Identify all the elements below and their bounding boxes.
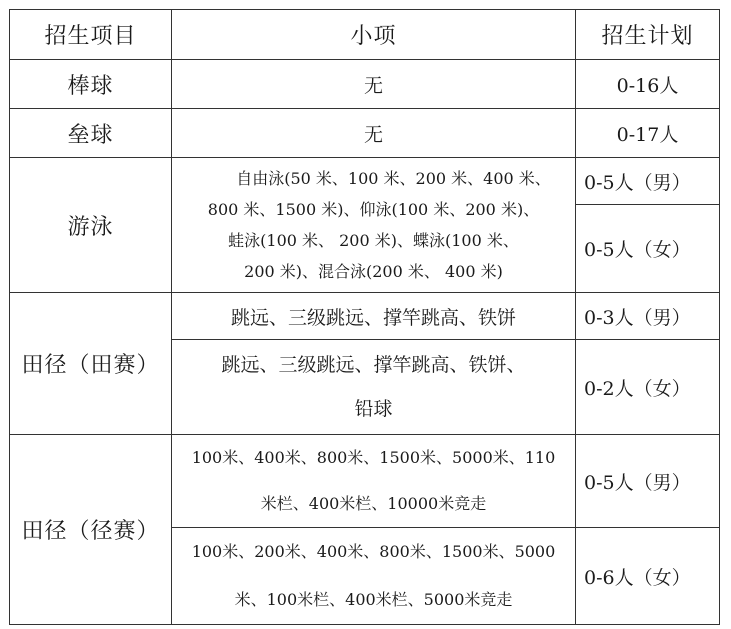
project-baseball: 棒球 [10,60,172,109]
item-track-male [172,435,576,528]
plan-softball: 0-17人 [576,109,720,158]
row-field-male [10,293,720,340]
item-baseball: 无 [172,60,576,109]
plan-field-female: 0-2人（女） [576,340,720,435]
header-item: 小项 [172,10,576,60]
header-row [10,10,720,60]
swim-line-3: 蛙泳(100 米、 200 米)、蝶泳(100 米、 [228,231,519,250]
project-track-events: 田径（径赛） [10,435,172,625]
field-female-line-2: 铅球 [354,398,393,420]
plan-track-male: 0-5人（男） [576,435,720,528]
plan-baseball: 0-16人 [576,60,720,109]
plan-swim-female: 0-5人（女） [576,205,720,293]
track-female-line-1: 100米、200米、400米、800米、1500米、5000 [191,542,556,561]
item-track-female [172,528,576,625]
track-female-line-2: 米、100米栏、400米栏、5000米竞走 [234,590,513,609]
project-swimming: 游泳 [10,158,172,293]
header-project: 招生项目 [10,10,172,60]
project-softball: 垒球 [10,109,172,158]
row-track-male [10,435,720,528]
row-softball [10,109,720,158]
field-female-line-1: 跳远、三级跳远、撑竿跳高、铁饼、 [221,354,526,376]
item-field-female [172,340,576,435]
track-male-line-2: 米栏、400米栏、10000米竞走 [260,494,487,513]
track-male-line-1: 100米、400米、800米、1500米、5000米、110 [191,448,556,467]
item-swimming [172,158,576,293]
row-swim-male [10,158,720,205]
swim-line-4: 200 米)、混合泳(200 米、 400 米) [244,262,503,281]
plan-field-male: 0-3人（男） [576,293,720,340]
plan-track-female: 0-6人（女） [576,528,720,625]
item-field-male: 跳远、三级跳远、撑竿跳高、铁饼 [172,293,576,340]
enrollment-table [9,9,720,625]
swim-line-2: 800 米、1500 米)、仰泳(100 米、200 米)、 [207,200,540,219]
header-plan: 招生计划 [576,10,720,60]
swim-line-1: 自由泳(50 米、100 米、200 米、400 米、 [236,169,551,188]
project-field-events: 田径（田赛） [10,293,172,435]
plan-swim-male: 0-5人（男） [576,158,720,205]
item-softball: 无 [172,109,576,158]
row-baseball [10,60,720,109]
